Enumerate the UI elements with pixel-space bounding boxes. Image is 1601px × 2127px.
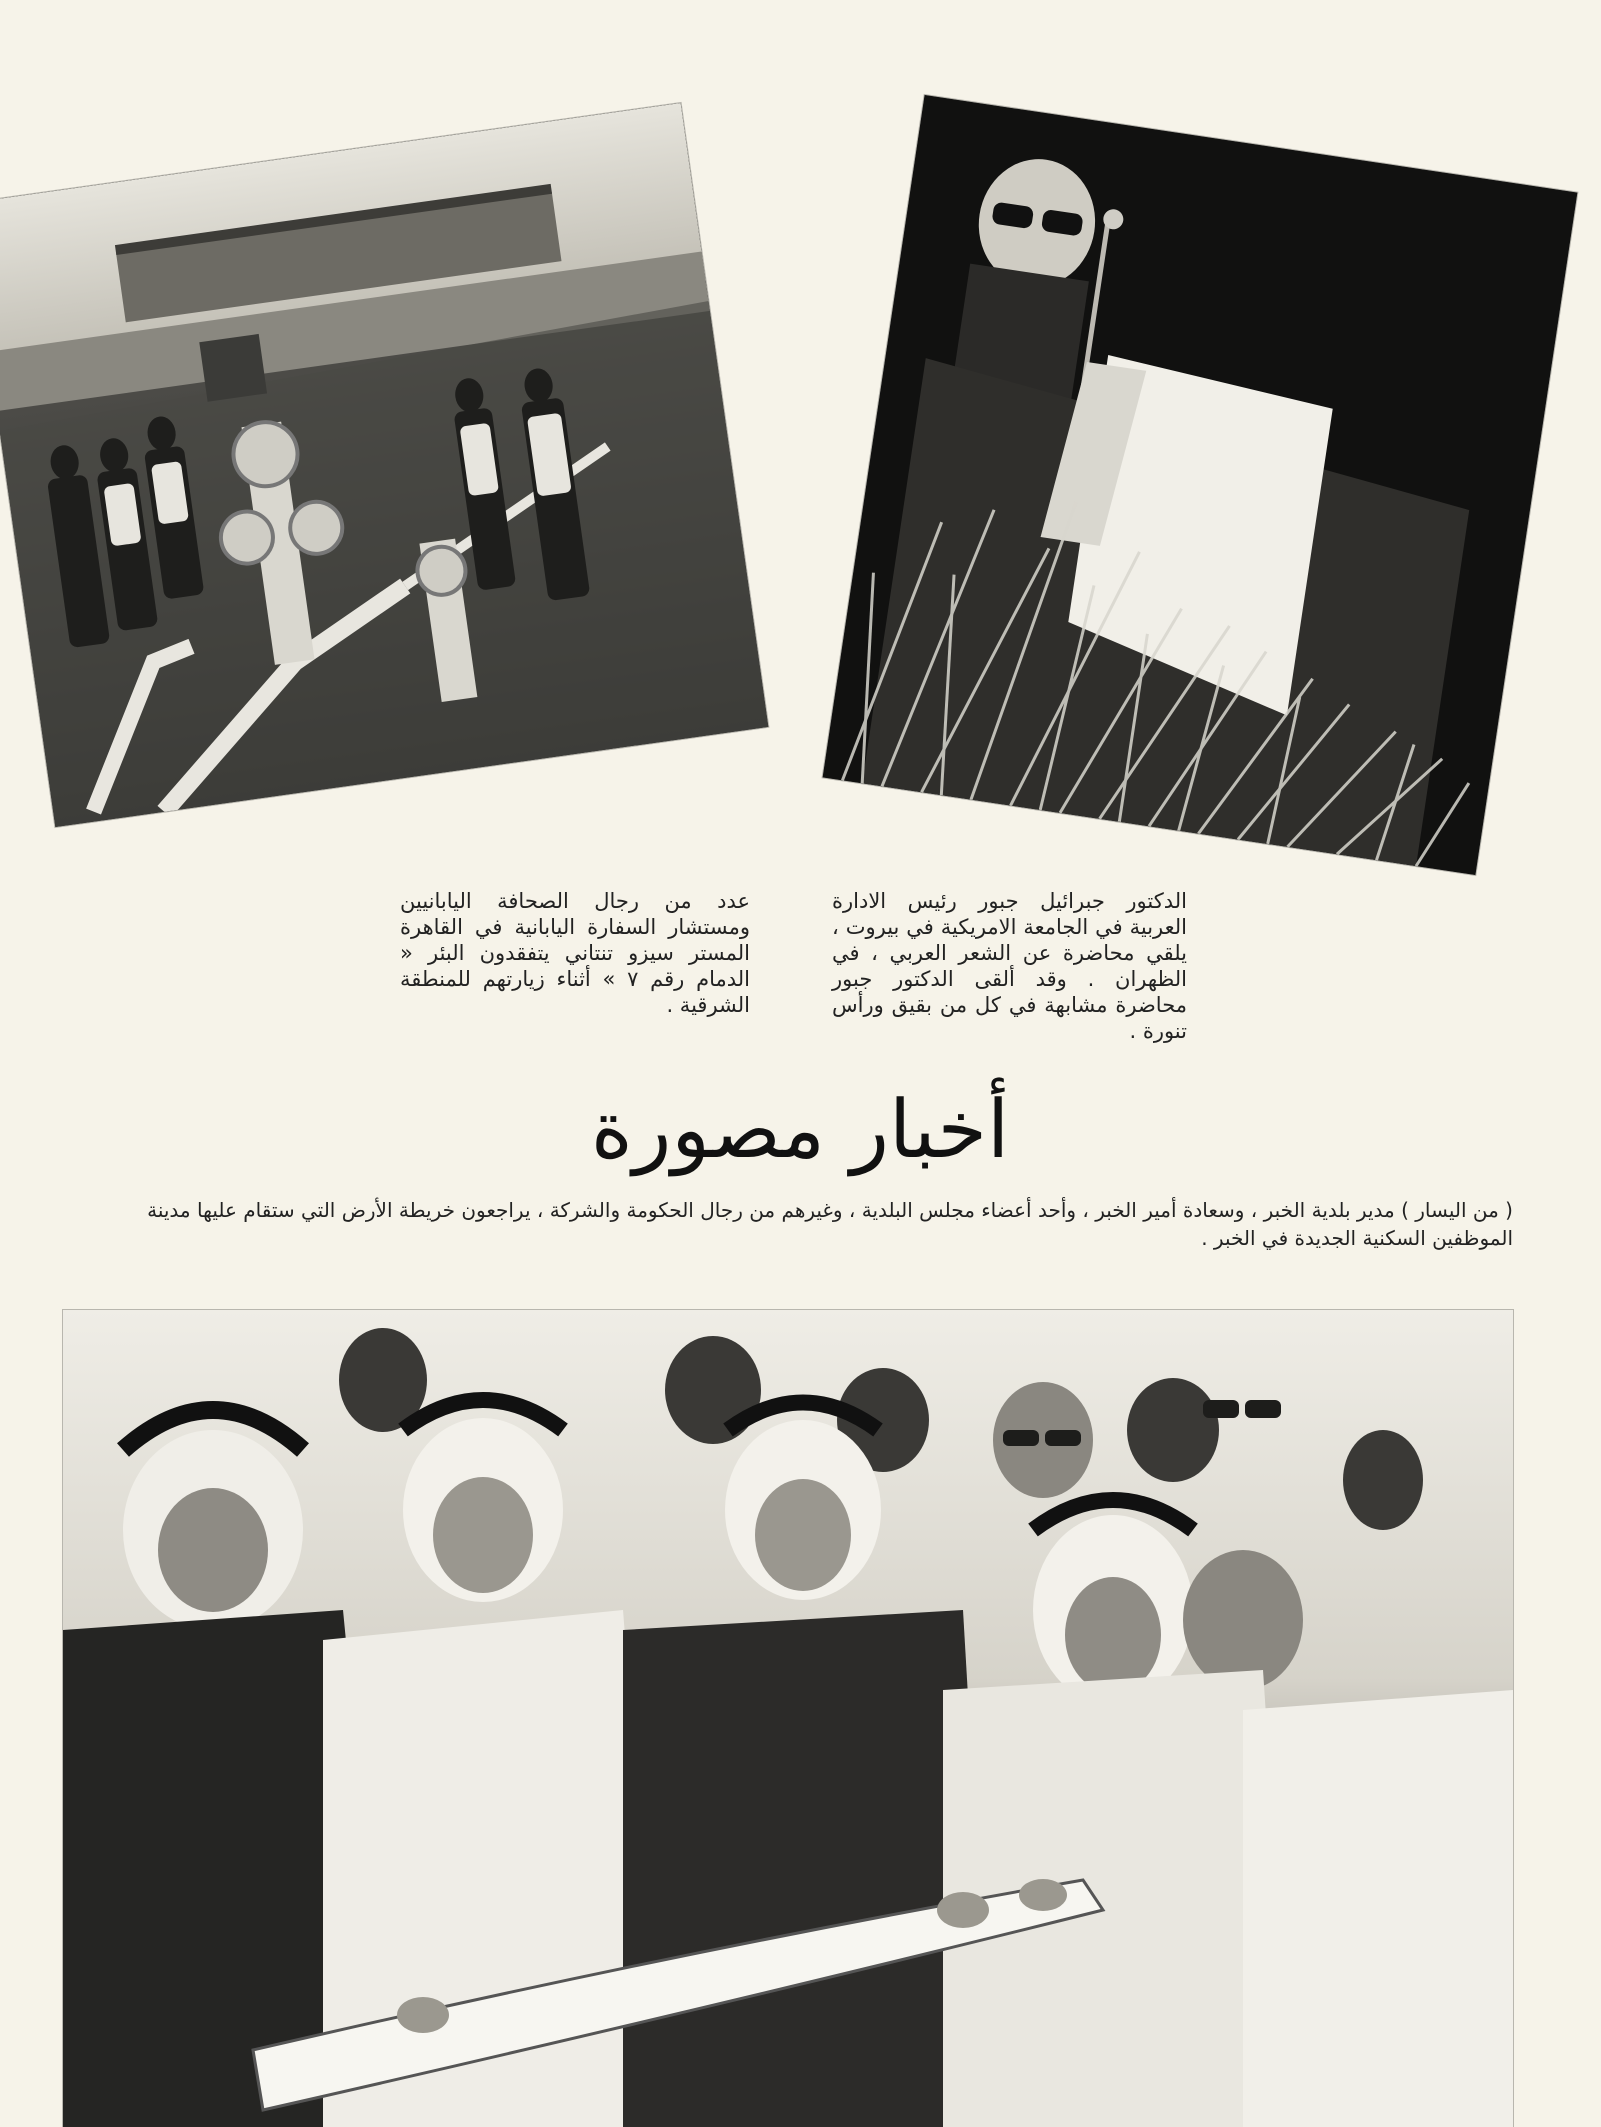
oil-well-photo-caption: عدد من رجال الصحافة اليابانيين ومستشار السفارة اليابانية في القاهرة المستر سيزو تنتاني يتفقدون البئر « الدمام رقم ٧ » أثناء زيارتهم للمنطقة الشرقية . — [400, 889, 750, 1017]
section-headline: أخبار مصورة — [590, 1083, 1010, 1176]
lecture-photo-graphic — [823, 95, 1578, 875]
map-review-group-photo — [63, 1310, 1513, 2127]
oil-well-visitors-photo — [0, 103, 768, 827]
lecture-podium-photo — [823, 95, 1578, 875]
map-review-photo-graphic — [63, 1310, 1513, 2127]
oil-well-photo-graphic — [0, 103, 768, 827]
map-review-photo-caption: ( من اليسار ) مدير بلدية الخبر ، وسعادة أمير الخبر ، وأحد أعضاء مجلس البلدية ، وغيرهم من رجال الحكومة والشركة ، يراجعون خريطة الأرض التي ستقام عليها مدينة الموظفين السكنية الجديدة في الخبر . — [147, 1198, 1513, 1250]
lecture-photo-caption: الدكتور جبرائيل جبور رئيس الادارة العربية في الجامعة الامريكية في بيروت ، يلقي محاضرة عن الشعر العربي ، في الظهران . وقد ألقى الدكتور جبور محاضرة مشابهة في كل من بقيق ورأس تنورة . — [832, 889, 1187, 1043]
